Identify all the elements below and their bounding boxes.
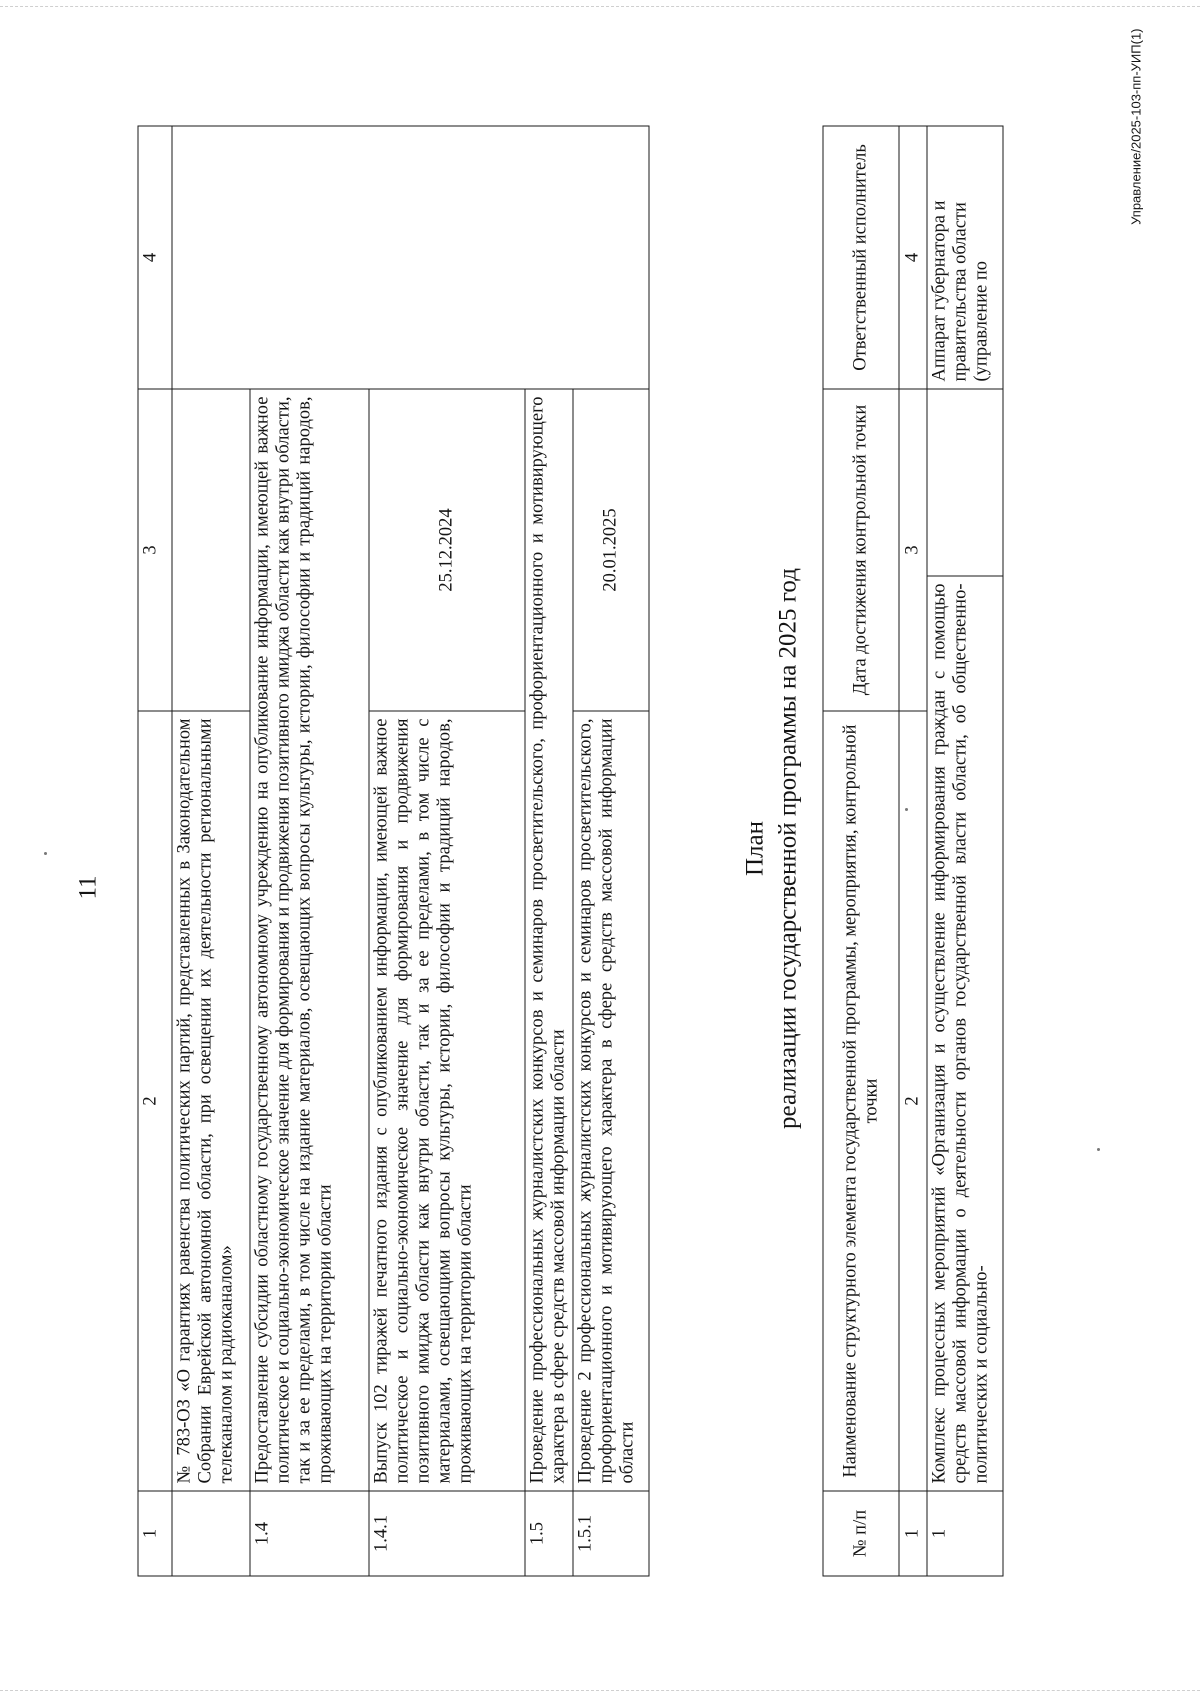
row-date: 20.01.2025: [573, 389, 649, 711]
header-cell: 1: [138, 1491, 172, 1576]
numbering-cell: 3: [899, 389, 927, 711]
row-responsible: Аппарат губернатора и правительства области (управление по: [927, 126, 1003, 389]
row-number: 1.5: [525, 1491, 573, 1576]
row-date: 25.12.2024: [369, 389, 525, 711]
row-text: [927, 576, 1003, 1491]
upper-table: [137, 126, 649, 1577]
row-number: 1.4: [250, 1491, 369, 1576]
row-number: [172, 1491, 250, 1576]
row-text: Предоставление субсидии областному государственному автономному учреждению на опубликование информации, имеющей важное политическое и социально-экономическое значение для формирования и продвижения позитивного имиджа области как внутри области, так и за ее пределами, в том числе на издание материалов, освещающих вопросы культуры, истории, философии и традиций народов, проживающих на территории области: [250, 389, 369, 1491]
header-date: Дата достижения контрольной точки: [823, 389, 899, 711]
row-text: Проведение профессиональных журналистских конкурсов и семинаров просветительского, профориентационного и мотивирующего характера в сфере средств массовой информации области: [525, 389, 573, 1491]
header-responsible: Ответственный исполнитель: [823, 126, 899, 389]
table-numbering-row: [899, 126, 927, 1576]
row-text: Выпуск 102 тиражей печатного издания с опубликованием информации, имеющей важное политическое и социально-экономическое значение для формирования и продвижения позитивного имиджа области как внутри области, так и за ее пределами, в том числе с материалами, освещающими вопросы культуры, истории, философии и традиций народов, проживающих на территории области: [369, 711, 525, 1491]
page-number: 11: [74, 875, 101, 900]
row-responsible: [172, 126, 649, 389]
header-name: Наименование структурного элемента государственной программы, мероприятия, контрольной точки: [823, 711, 899, 1491]
lower-table: [822, 125, 1003, 1576]
table-row: [172, 126, 250, 1576]
plan-title: [738, 559, 804, 1139]
header-number: № п/п: [823, 1491, 899, 1576]
row-date: [172, 389, 250, 711]
document-footer-code: Управление/2025-103-пп-УИП(1): [1128, 28, 1143, 225]
row-number: 1.5.1: [573, 1491, 649, 1576]
table-header-row: [823, 126, 899, 1576]
row-number: 1.4.1: [369, 1491, 525, 1576]
row-number: 1: [927, 1491, 1003, 1576]
header-cell: 2: [138, 711, 172, 1491]
numbering-cell: 1: [899, 1491, 927, 1576]
header-cell: 3: [138, 389, 172, 711]
row-text-content: Комплекс процессных мероприятий «Организация и осуществление информирования граждан с помощью средств массовой информации о деятельности органов государственной власти области, об общественно-политических и социально-: [929, 583, 991, 1484]
table-row: [927, 126, 1003, 1576]
plan-subheading: реализации государственной программы на 2025 год: [774, 568, 801, 1129]
header-cell: 4: [138, 126, 172, 389]
numbering-cell: 4: [899, 126, 927, 389]
plan-heading: План: [741, 821, 768, 877]
row-text: Проведение 2 профессиональных журналистских конкурсов и семинаров просветительского, профориентационного и мотивирующего характера в сфере средств массовой информации области: [573, 711, 649, 1491]
numbering-cell: 2: [899, 711, 927, 1491]
row-date: [927, 389, 1003, 576]
table-header-row: [138, 126, 172, 1576]
row-text: № 783-ОЗ «О гарантиях равенства политических партий, представленных в Законодательном Собрании Еврейской автономной области, при освещении их деятельности региональными телеканалом и радиоканалом»: [172, 711, 250, 1491]
